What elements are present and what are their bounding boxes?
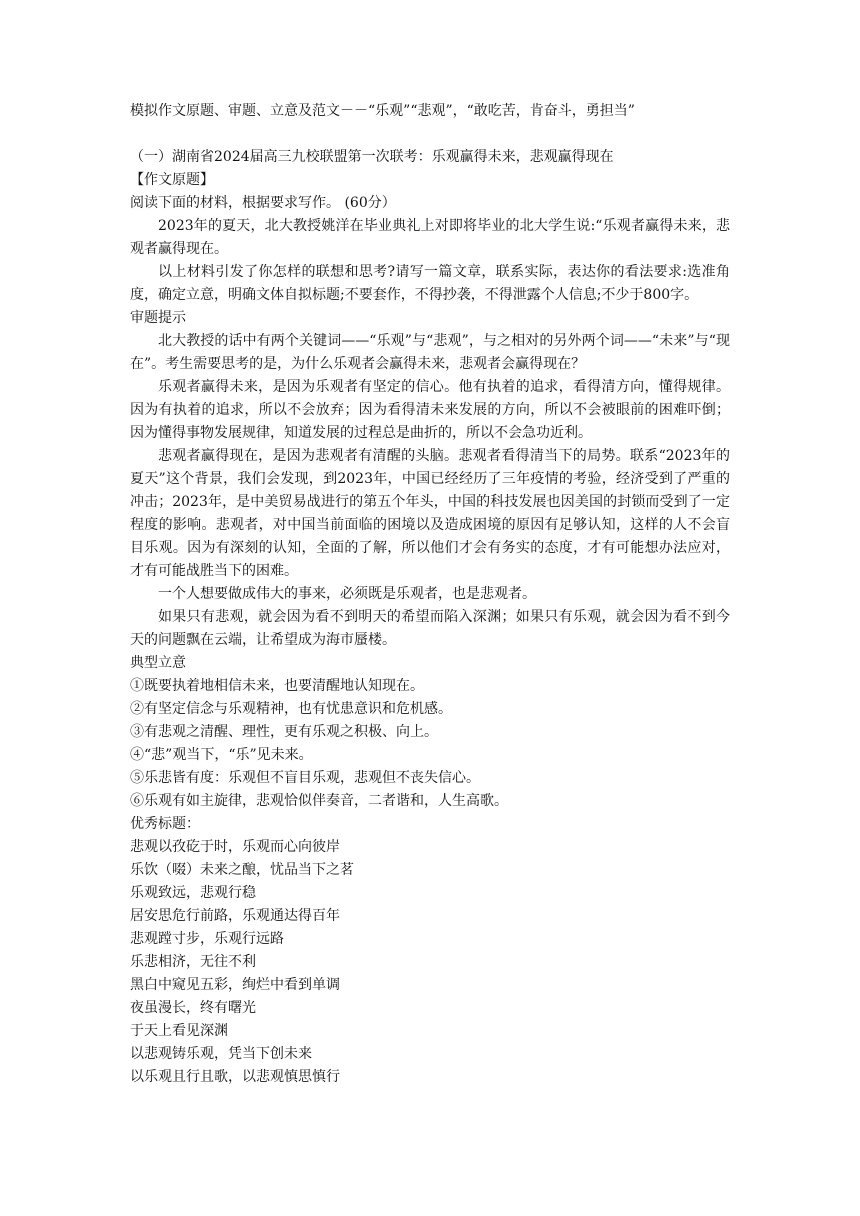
ideas-label: 典型立意	[130, 655, 186, 671]
idea-item: ①既要执着地相信未来，也要清醒地认知现在。	[130, 678, 424, 694]
spacer	[130, 123, 730, 146]
analysis-paragraph: 乐观者赢得未来，是因为乐观者有坚定的信心。他有执着的追求，看得清方向，懂得规律。因为有执着的追求，所以不会放弃；因为看得清未来发展的方向，所以不会被眼前的困难吓倒；因为懂得事物发展规律，知道发展的过程总是曲折的，所以不会急功近利。	[130, 379, 730, 441]
title-item: 黑白中窥见五彩，绚烂中看到单调	[130, 977, 340, 993]
idea-item: ⑤乐悲皆有度：乐观但不盲目乐观，悲观但不丧失信心。	[130, 770, 480, 786]
section-heading: （一）湖南省2024届高三九校联盟第一次联考：乐观赢得未来，悲观赢得现在	[130, 149, 614, 165]
analysis-paragraph: 悲观者赢得现在，是因为悲观者有清醒的头脑。悲观者看得清当下的局势。联系“2023年的夏天”这个背景，我们会发现，到2023年，中国已经经历了三年疫情的考验，经济受到了严重的冲击；2023年，是中美贸易战进行的第五个年头，中国的科技发展也因美国的封锁而受到了一定程度的影响。悲观者，对中国当前面临的困境以及造成困境的原因有足够认知，这样的人不会盲目乐观。因为有深刻的认知，全面的了解，所以他们才会有务实的态度，才有可能想办法应对，才有可能战胜当下的困难。	[130, 448, 730, 579]
instruction-text: 阅读下面的材料，根据要求写作。 (60分）	[130, 195, 396, 211]
idea-item: ②有坚定信念与乐观精神，也有忧患意识和危机感。	[130, 701, 452, 717]
analysis-label: 审题提示	[130, 310, 186, 326]
ideas-list	[130, 675, 730, 813]
idea-item: ④“悲”观当下，“乐”见未来。	[130, 747, 313, 763]
idea-item: ③有悲观之清醒、理性，更有乐观之积极、向上。	[130, 724, 438, 740]
document-page	[130, 100, 730, 1089]
idea-item: ⑥乐观有如主旋律，悲观恰似伴奏音，二者谐和，人生高歌。	[130, 793, 508, 809]
prompt-label: 【作文原题】	[130, 172, 214, 188]
title-item: 乐饮（啜）未来之酿，忧品当下之茗	[130, 862, 354, 878]
analysis-paragraph: 一个人想要做成伟大的事来，必须既是乐观者，也是悲观者。	[158, 586, 536, 602]
title-item: 居安思危行前路，乐观通达得百年	[130, 908, 340, 924]
title-item: 乐悲相济，无往不利	[130, 954, 256, 970]
title-item: 夜虽漫长，终有曙光	[130, 1000, 256, 1016]
title-item: 悲观蹚寸步，乐观行远路	[130, 931, 284, 947]
title-item: 悲观以孜矻于时，乐观而心向彼岸	[130, 839, 340, 855]
material-paragraph: 2023年的夏天，北大教授姚洋在毕业典礼上对即将毕业的北大学生说:“乐观者赢得未来，悲观者赢得现在。	[130, 218, 730, 257]
titles-list	[130, 836, 730, 1089]
title-item: 乐观致远，悲观行稳	[130, 885, 256, 901]
requirement-paragraph: 以上材料引发了你怎样的联想和思考?请写一篇文章，联系实际，表达你的看法要求:选准角度，确定立意，明确文体自拟标题;不要套作，不得抄袭，不得泄露个人信息;不少于800字。	[130, 264, 730, 303]
title-item: 以乐观且行且歌，以悲观慎思慎行	[130, 1069, 340, 1085]
title-item: 以悲观铸乐观，凭当下创未来	[130, 1046, 312, 1062]
analysis-paragraph: 北大教授的话中有两个关键词——“乐观”与“悲观”，与之相对的另外两个词——“未来”与“现在”。考生需要思考的是，为什么乐观者会赢得未来，悲观者会赢得现在？	[130, 333, 730, 372]
document-title: 模拟作文原题、审题、立意及范文－－“乐观”“悲观”，“敢吃苦，肯奋斗，勇担当”	[130, 103, 635, 119]
title-item: 于天上看见深渊	[130, 1023, 228, 1039]
analysis-paragraph: 如果只有悲观，就会因为看不到明天的希望而陷入深渊；如果只有乐观，就会因为看不到今天的问题飘在云端，让希望成为海市蜃楼。	[130, 609, 730, 648]
titles-label: 优秀标题：	[130, 816, 200, 832]
